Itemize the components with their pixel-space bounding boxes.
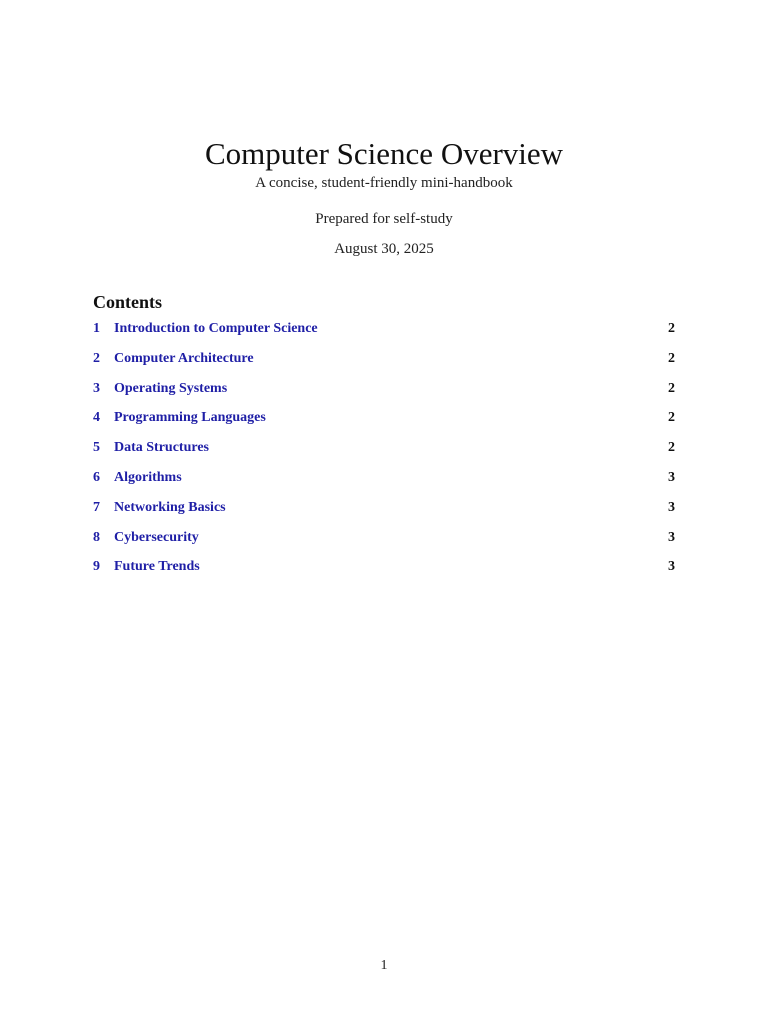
toc-entry-page: 2 [668, 440, 675, 456]
toc-entry-number: 1 [93, 321, 100, 336]
toc-entry-page: 3 [668, 469, 675, 485]
toc-entry-number: 3 [93, 380, 100, 396]
toc-list [93, 321, 675, 589]
toc-entry-computer-architecture[interactable] [93, 351, 675, 381]
toc-entry-page: 3 [668, 499, 675, 515]
toc-entry-link[interactable]: Computer Architecture [114, 350, 254, 366]
table-of-contents [93, 290, 675, 589]
document-author: Prepared for self-study [315, 211, 453, 227]
toc-entry-link[interactable]: Programming Languages [114, 410, 266, 426]
toc-entry-page: 3 [668, 559, 675, 575]
toc-entry-page: 2 [668, 410, 675, 426]
toc-entry-number: 8 [93, 529, 100, 545]
toc-entry-cybersecurity[interactable] [93, 530, 675, 560]
toc-entry-link[interactable]: Future Trends [114, 559, 200, 575]
toc-entry-page: 2 [668, 350, 675, 366]
title-block [0, 134, 768, 258]
toc-entry-operating-systems[interactable] [93, 381, 675, 411]
contents-heading: Contents [93, 292, 163, 312]
toc-entry-link[interactable]: Cybersecurity [114, 529, 199, 545]
toc-entry-link[interactable]: Data Structures [114, 440, 210, 456]
toc-entry-networking-basics[interactable] [93, 500, 675, 530]
toc-entry-number: 5 [93, 440, 100, 456]
toc-entry-page: 2 [668, 321, 675, 336]
toc-entry-number: 7 [93, 499, 100, 515]
toc-entry-algorithms[interactable] [93, 470, 675, 500]
toc-entry-programming-languages[interactable] [93, 410, 675, 440]
toc-entry-link[interactable]: Networking Basics [114, 499, 226, 515]
toc-entry-link[interactable]: Introduction to Computer Science [114, 321, 318, 336]
document-subtitle: A concise, student-friendly mini-handbook [255, 175, 513, 191]
page-number: 1 [380, 958, 388, 973]
toc-entry-data-structures[interactable] [93, 440, 675, 470]
toc-entry-introduction[interactable] [93, 321, 675, 351]
toc-entry-link[interactable]: Algorithms [114, 469, 182, 485]
toc-entry-number: 2 [93, 350, 100, 366]
toc-entry-page: 3 [668, 529, 675, 545]
toc-entry-number: 6 [93, 469, 100, 485]
document-title: Computer Science Overview [204, 136, 564, 171]
toc-entry-number: 4 [93, 410, 100, 426]
toc-entry-future-trends[interactable] [93, 559, 675, 589]
toc-entry-page: 2 [668, 380, 675, 396]
toc-entry-link[interactable]: Operating Systems [114, 380, 228, 396]
document-date: August 30, 2025 [334, 241, 434, 257]
toc-entry-number: 9 [93, 559, 100, 575]
